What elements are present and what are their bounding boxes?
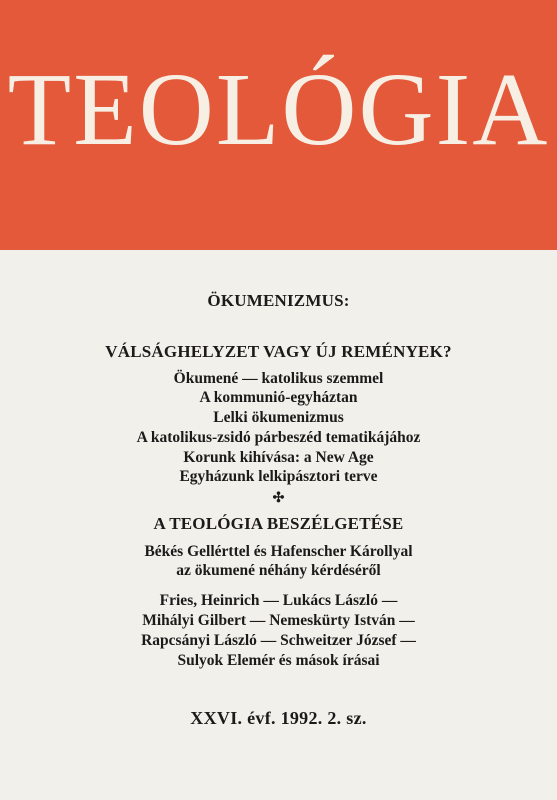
conversation-line: az ökumené néhány kérdéséről — [176, 562, 381, 579]
article-line: Korunk kihívása: a New Age — [183, 449, 374, 466]
authors-line: Mihályi Gilbert — Nemeskürty István — — [142, 612, 415, 629]
article-line: Lelki ökumenizmus — [213, 409, 344, 426]
title-banner — [0, 0, 557, 250]
section-heading-okumenizmus: ÖKUMENIZMUS: — [207, 291, 350, 310]
conversation-line: Békés Gellérttel és Hafenscher Károllyal — [144, 543, 413, 560]
article-line: Egyházunk lelkipásztori terve — [179, 468, 378, 485]
authors-line: Sulyok Elemér és mások írásai — [177, 652, 380, 669]
article-line: A kommunió-egyháztan — [199, 389, 358, 406]
authors-line: Rapcsányi László — Schweitzer József — — [141, 632, 416, 649]
ornament-divider: ✣ — [272, 491, 285, 506]
article-line: A katolikus-zsidó párbeszéd tematikájához — [136, 429, 421, 446]
section-heading-beszelgetese: A TEOLÓGIA BESZÉLGETÉSE — [153, 514, 404, 533]
journal-title: TEOLÓGIA — [7, 52, 550, 167]
issue-info: XXVI. évf. 1992. 2. sz. — [190, 708, 367, 728]
article-line: Ökumené — katolikus szemmel — [173, 370, 384, 387]
section-heading-valsaghelyzet: VÁLSÁGHELYZET VAGY ÚJ REMÉNYEK? — [105, 342, 452, 361]
authors-line: Fries, Heinrich — Lukács László — — [159, 592, 398, 609]
